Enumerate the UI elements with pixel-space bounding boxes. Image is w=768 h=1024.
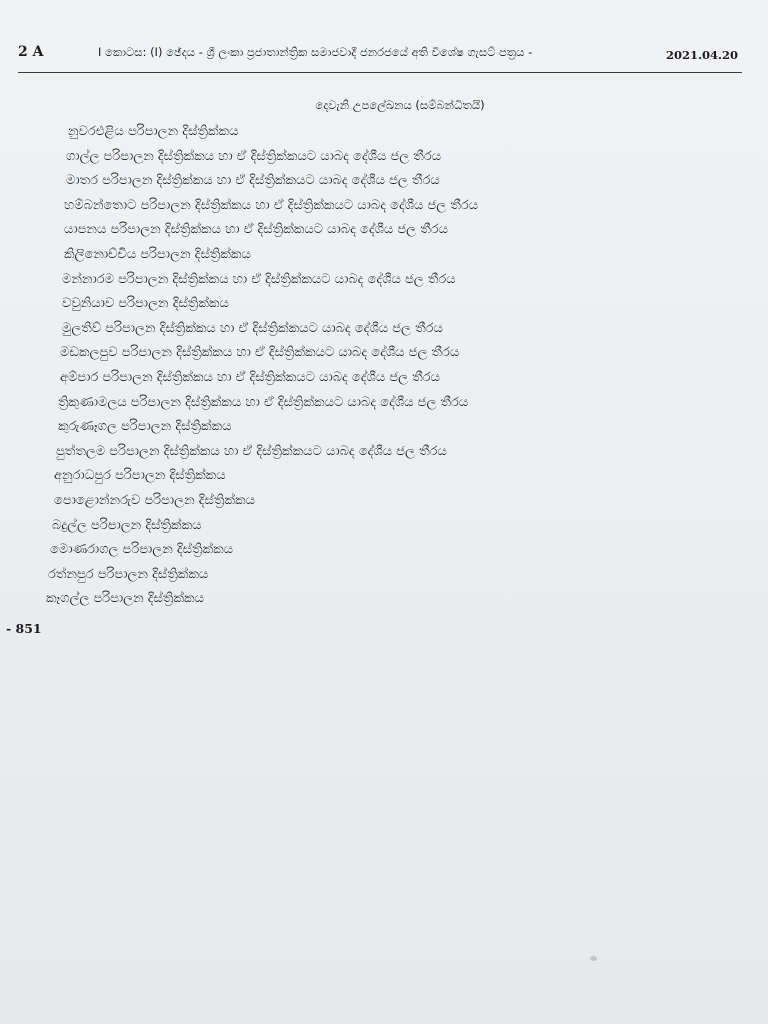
page-header <box>18 44 738 68</box>
district-item: ත්‍රිකුණාමලය පරිපාලන දිස්ත්‍රික්කය හා ඒ දිස්ත්‍රික්කයට යාබද දේශීය ජල තීරය <box>58 395 469 410</box>
section-title: දෙවැනි උපලේඛනය (සම්බන්ධිතයි) <box>315 98 485 112</box>
district-item: පුත්තලම පරිපාලන දිස්ත්‍රික්කය හා ඒ දිස්ත්‍රික්කයට යාබද දේශීය ජල තීරය <box>56 444 447 459</box>
district-item: මාතර පරිපාලන දිස්ත්‍රික්කය හා ඒ දිස්ත්‍රික්කයට යාබද දේශීය ජල තීරය <box>66 173 440 188</box>
district-item: කුරුණෑගල පරිපාලන දිස්ත්‍රික්කය <box>58 419 232 434</box>
district-item: මන්නාරම පරිපාලන දිස්ත්‍රික්කය හා ඒ දිස්ත්‍රික්කයට යාබද දේශීය ජල තීරය <box>62 272 456 287</box>
district-item: මොණරාගල පරිපාලන දිස්ත්‍රික්කය <box>50 542 234 557</box>
district-item: මුලතිව් පරිපාලන දිස්ත්‍රික්කය හා ඒ දිස්ත්‍රික්කයට යාබද දේශීය ජල තීරය <box>62 321 443 336</box>
gazette-title: I කොටස: (I) ඡේදය - ශ්‍රී ලංකා ප්‍රජාතාන්ත්‍රික සමාජවාදී ජනරජයේ අති විශේෂ ගැසට් පත්‍රය - <box>98 45 533 59</box>
header-divider <box>18 72 742 73</box>
district-item: බදුල්ල පරිපාලන දිස්ත්‍රික්කය <box>52 518 202 533</box>
district-item: ගාල්ල පරිපාලන දිස්ත්‍රික්කය හා ඒ දිස්ත්‍රික්කයට යාබද දේශීය ජල තීරය <box>66 149 442 164</box>
district-item: කිලිනොච්චිය පරිපාලන දිස්ත්‍රික්කය <box>64 247 251 262</box>
district-item: කෑගල්ල පරිපාලන දිස්ත්‍රික්කය <box>46 591 204 606</box>
district-item: පොළොන්නරුව පරිපාලන දිස්ත්‍රික්කය <box>54 493 255 508</box>
district-item: අනුරාධපුර පරිපාලන දිස්ත්‍රික්කය <box>54 468 226 483</box>
page-number: 2 A <box>18 44 44 60</box>
district-item: මඩකලපුව පරිපාලන දිස්ත්‍රික්කය හා ඒ දිස්ත්‍රික්කයට යාබද දේශීය ජල තීරය <box>60 345 460 360</box>
district-item: නුවරඑළිය පරිපාලන දිස්ත්‍රික්කය <box>68 124 239 139</box>
district-item: යාපනය පරිපාලන දිස්ත්‍රික්කය හා ඒ දිස්ත්‍රික්කයට යාබද දේශීය ජල තීරය <box>64 222 448 237</box>
paper-smudge <box>590 956 597 961</box>
district-item: හම්බන්තොට පරිපාලන දිස්ත්‍රික්කය හා ඒ දිස්ත්‍රික්කයට යාබද දේශීය ජල තීරය <box>64 198 479 213</box>
district-item: අම්පාර පරිපාලන දිස්ත්‍රික්කය හා ඒ දිස්ත්‍රික්කයට යාබද දේශීය ජල තීරය <box>60 370 440 385</box>
district-item: රත්නපුර පරිපාලන දිස්ත්‍රික්කය <box>48 567 209 582</box>
gazette-date: 2021.04.20 <box>665 48 738 62</box>
footer-page-marker: - 851 <box>6 621 42 636</box>
district-item: වවුනියාව පරිපාලන දිස්ත්‍රික්කය <box>62 296 229 311</box>
